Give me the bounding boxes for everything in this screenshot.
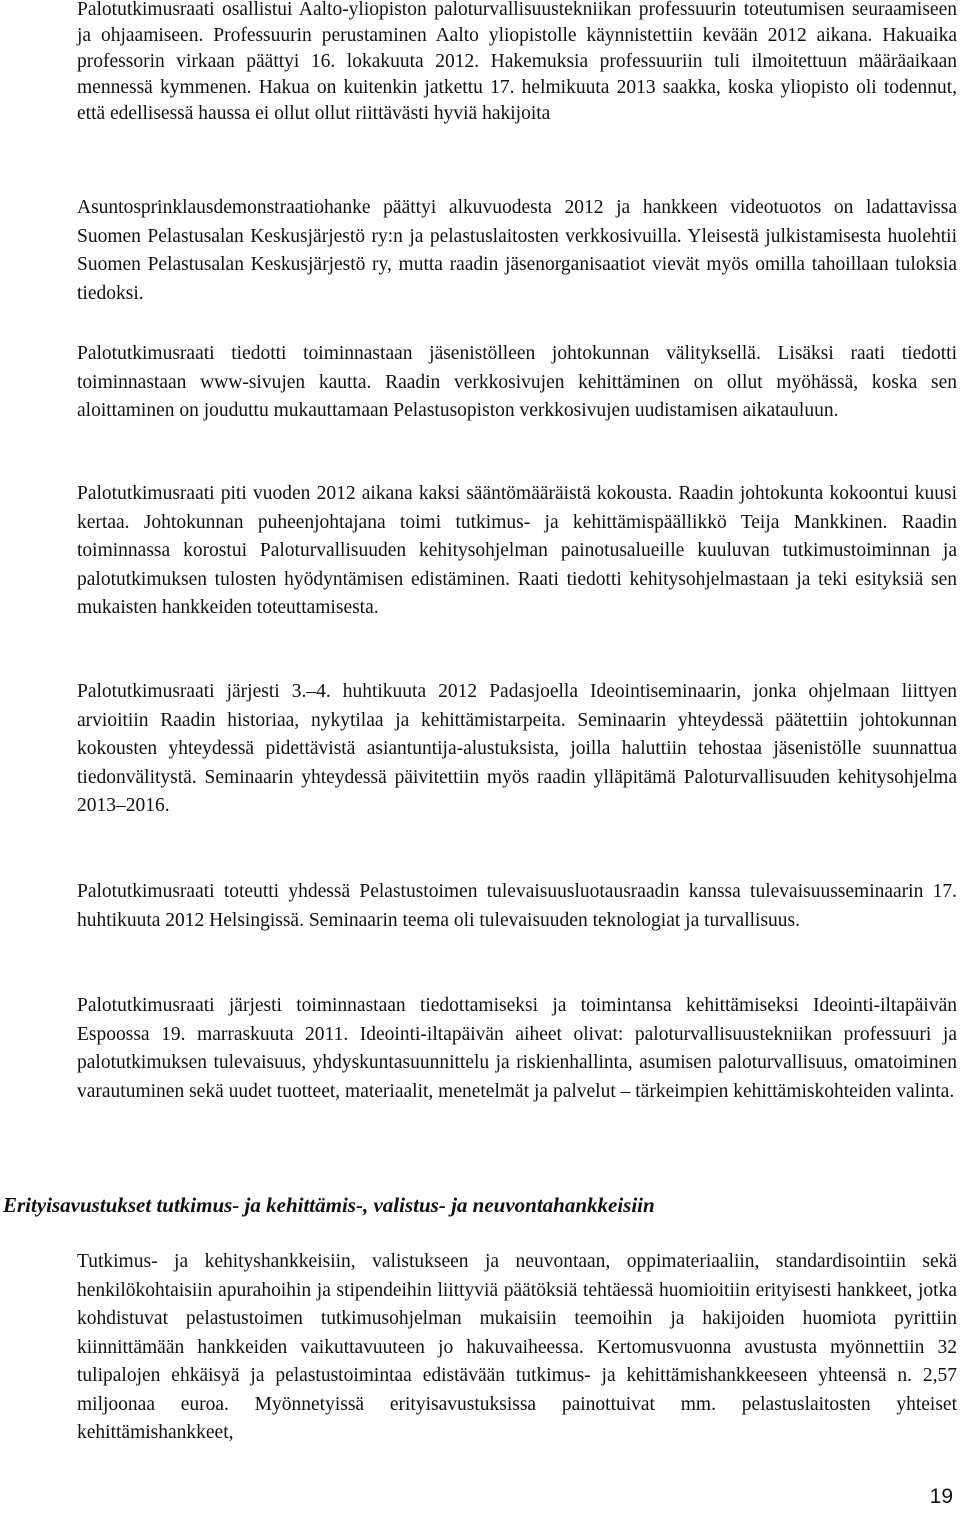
paragraph-ideation-afternoon: Palotutkimusraati järjesti toiminnastaan tiedottamiseksi ja toimintansa kehittämiseksi Ideointi-iltapäivän Espoossa 19. marraskuuta 2011. Ideointi-iltapäivän aiheet olivat: paloturvallisuustekniikan professuuri ja palotutkimuksen tulevaisuus, yhdyskuntasuunnittelu ja riskienhallinta, asumisen paloturvallisuus, omatoiminen varautuminen sekä uudet tuotteet, materiaalit, menetelmät ja palvelut – tärkeimpien kehittämiskohteiden valinta. — [77, 995, 957, 1102]
paragraph-seminar: Palotutkimusraati järjesti 3.–4. huhtikuuta 2012 Padasjoella Ideointiseminaarin, jonka ohjelmaan liittyen arvioitiin Raadin historiaa, nykytilaa ja kehittämistarpeita. Seminaarin yhteydessä päätettiin johtokunnan kokousten yhteydessä pidettävistä asiantuntija-alustuksista, joilla haluttiin tehostaa jäsenistölle suunnattua tiedonvälitystä. Seminaarin yhteydessä päivitettiin myös raadin ylläpitämä Paloturvallisuuden kehitysohjelma 2013–2016. — [77, 681, 957, 816]
paragraph-meetings: Palotutkimusraati piti vuoden 2012 aikana kaksi sääntömääräistä kokousta. Raadin johtokunta kokoontui kuusi kertaa. Johtokunnan puheenjohtajana toimi tutkimus- ja kehittämispäällikkö Teija Mankkinen. Raadin toiminnassa korostui Paloturvallisuuden kehitysohjelman painotusalueille kuuluvan tutkimustoiminnan ja palotutkimuksen tulosten hyödyntämisen edistäminen. Raati tiedotti kehitysohjelmastaan ja teki esityksiä sen mukaisten hankkeiden toteuttamisesta. — [77, 483, 957, 618]
page-number: 19 — [929, 1485, 953, 1508]
paragraph-professorship: Palotutkimusraati osallistui Aalto-yliopiston paloturvallisuustekniikan professuurin toteutumisen seuraamiseen ja ohjaamiseen. Professuurin perustaminen Aalto yliopistolle käynnistettiin kevään 2012 aikana. Hakuaika professorin virkaan päättyi 16. lokakuuta 2012. Hakemuksia professuuriin tuli ilmoitettuun määräaikaan mennessä kymmenen. Hakua on kuitenkin jatkettu 17. helmikuuta 2013 saakka, koska yliopisto oli todennut, että edellisessä haussa ei ollut ollut riittävästi hyviä hakijoita — [77, 0, 957, 124]
paragraph-sprinkler-project: Asuntosprinklausdemonstraatiohanke päättyi alkuvuodesta 2012 ja hankkeen videotuotos on ladattavissa Suomen Pelastusalan Keskusjärjestö ry:n ja pelastuslaitosten verkkosivuilla. Yleisestä julkistamisesta huolehtii Suomen Pelastusalan Keskusjärjestö ry, mutta raadin jäsenorganisaatiot vievät myös omilla tahoillaan tuloksia tiedoksi. — [77, 197, 957, 304]
section-heading: Erityisavustukset tutkimus- ja kehittämis-, valistus- ja neuvontahankkeisiin — [3, 1193, 655, 1217]
paragraph-future-seminar: Palotutkimusraati toteutti yhdessä Pelastustoimen tulevaisuusluotausraadin kanssa tulevaisuusseminaarin 17. huhtikuuta 2012 Helsingissä. Seminaarin teema oli tulevaisuuden teknologiat ja turvallisuus. — [77, 881, 957, 931]
paragraph-communications: Palotutkimusraati tiedotti toiminnastaan jäsenistölleen johtokunnan välityksellä. Lisäksi raati tiedotti toiminnastaan www-sivujen kautta. Raadin verkkosivujen kehittäminen on ollut myöhässä, koska sen aloittaminen on jouduttu mukauttamaan Pelastusopiston verkkosivujen uudistamisen aikatauluun. — [77, 343, 957, 421]
paragraph-special-grants: Tutkimus- ja kehityshankkeisiin, valistukseen ja neuvontaan, oppimateriaaliin, standardisointiin sekä henkilökohtaisiin apurahoihin ja stipendeihin liittyviä päätöksiä tehtäessä huomioitiin erityisesti hankkeet, jotka kohdistuvat pelastustoimen tutkimusohjelman mukaisiin teemoihin ja hakijoiden huomiota pyrittiin kiinnittämään hankkeiden vaikuttavuuteen jo hakuvaiheessa. Kertomusvuonna avustusta myönnettiin 32 tulipalojen ehkäisyä ja pelastustoimintaa edistävään tutkimus- ja kehittämishankkeeseen yhteensä n. 2,57 miljoonaa euroa. Myönnetyissä erityisavustuksissa painottuivat mm. pelastuslaitosten yhteiset kehittämishankkeet, — [77, 1251, 957, 1443]
